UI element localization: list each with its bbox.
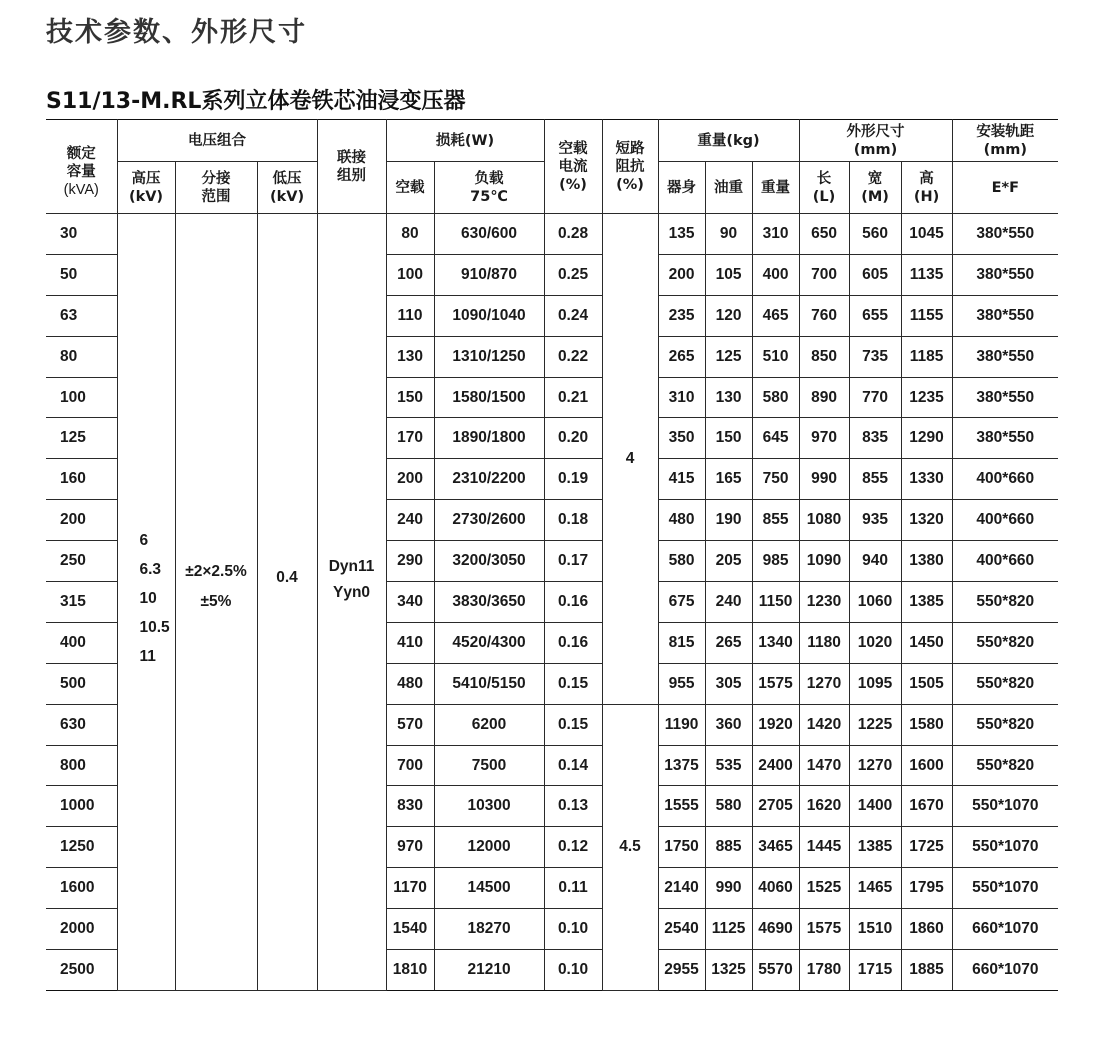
load-loss-cell: 14500: [434, 868, 544, 909]
no-load-loss-cell: 100: [386, 254, 434, 295]
total-weight-cell: 1920: [752, 704, 799, 745]
no-load-current-cell: 0.10: [544, 950, 602, 991]
height-cell: 1380: [901, 541, 952, 582]
height-cell: 1320: [901, 500, 952, 541]
load-loss-cell: 10300: [434, 786, 544, 827]
header-weight: 重量(kg): [658, 120, 799, 162]
total-weight-cell: 400: [752, 254, 799, 295]
load-loss-cell: 7500: [434, 745, 544, 786]
oil-weight-cell: 1125: [705, 909, 752, 950]
rail-gauge-cell: 660*1070: [952, 909, 1058, 950]
rail-gauge-cell: 660*1070: [952, 950, 1058, 991]
header-no-load-loss: 空载: [386, 162, 434, 214]
height-cell: 1330: [901, 459, 952, 500]
capacity-cell: 200: [46, 500, 117, 541]
height-cell: 1860: [901, 909, 952, 950]
body-weight-cell: 1375: [658, 745, 705, 786]
width-cell: 1400: [849, 786, 901, 827]
header-row-1: [46, 120, 1058, 162]
capacity-cell: 1600: [46, 868, 117, 909]
tap-range-value: ±2×2.5%: [185, 563, 247, 580]
no-load-current-cell: 0.11: [544, 868, 602, 909]
no-load-loss-cell: 1540: [386, 909, 434, 950]
width-cell: 1465: [849, 868, 901, 909]
rail-gauge-cell: 380*550: [952, 254, 1058, 295]
height-cell: 1670: [901, 786, 952, 827]
header-rail: 安装轨距 (mm): [952, 120, 1058, 162]
no-load-loss-cell: 130: [386, 336, 434, 377]
oil-weight-cell: 990: [705, 868, 752, 909]
rail-gauge-cell: 550*1070: [952, 827, 1058, 868]
tap-range-cell: [175, 214, 257, 991]
total-weight-cell: 1575: [752, 663, 799, 704]
oil-weight-cell: 240: [705, 582, 752, 623]
width-cell: 1095: [849, 663, 901, 704]
oil-weight-cell: 1325: [705, 950, 752, 991]
height-cell: 1885: [901, 950, 952, 991]
width-cell: 1270: [849, 745, 901, 786]
load-loss-cell: 12000: [434, 827, 544, 868]
no-load-current-cell: 0.28: [544, 214, 602, 255]
header-rail-ef: E*F: [952, 162, 1058, 214]
width-cell: 1385: [849, 827, 901, 868]
body-weight-cell: 200: [658, 254, 705, 295]
rail-gauge-cell: 550*820: [952, 582, 1058, 623]
no-load-loss-cell: 1810: [386, 950, 434, 991]
body-weight-cell: 350: [658, 418, 705, 459]
capacity-cell: 2000: [46, 909, 117, 950]
width-cell: 835: [849, 418, 901, 459]
no-load-current-cell: 0.16: [544, 622, 602, 663]
no-load-current-cell: 0.15: [544, 704, 602, 745]
oil-weight-cell: 360: [705, 704, 752, 745]
header-height: 高 (H): [901, 162, 952, 214]
length-cell: 970: [799, 418, 849, 459]
no-load-loss-cell: 700: [386, 745, 434, 786]
load-loss-cell: 5410/5150: [434, 663, 544, 704]
no-load-current-cell: 0.21: [544, 377, 602, 418]
oil-weight-cell: 190: [705, 500, 752, 541]
capacity-cell: 63: [46, 295, 117, 336]
height-cell: 1235: [901, 377, 952, 418]
header-load-loss: 负载 75℃: [434, 162, 544, 214]
width-cell: 935: [849, 500, 901, 541]
rail-gauge-cell: 550*1070: [952, 868, 1058, 909]
height-cell: 1185: [901, 336, 952, 377]
rail-gauge-cell: 380*550: [952, 214, 1058, 255]
total-weight-cell: 580: [752, 377, 799, 418]
width-cell: 735: [849, 336, 901, 377]
no-load-loss-cell: 340: [386, 582, 434, 623]
header-loss: 损耗(W): [386, 120, 544, 162]
table-row: [46, 214, 1058, 255]
hv-voltage-value: 10: [139, 590, 157, 607]
capacity-cell: 250: [46, 541, 117, 582]
capacity-cell: 125: [46, 418, 117, 459]
no-load-loss-cell: 80: [386, 214, 434, 255]
capacity-cell: 80: [46, 336, 117, 377]
length-cell: 700: [799, 254, 849, 295]
header-hv: 高压 (kV): [117, 162, 175, 214]
header-oil-weight: 油重: [705, 162, 752, 214]
length-cell: 850: [799, 336, 849, 377]
no-load-current-cell: 0.17: [544, 541, 602, 582]
no-load-current-cell: 0.22: [544, 336, 602, 377]
impedance-cell: 4: [602, 214, 658, 705]
no-load-current-cell: 0.13: [544, 786, 602, 827]
length-cell: 1470: [799, 745, 849, 786]
oil-weight-cell: 305: [705, 663, 752, 704]
length-cell: 1620: [799, 786, 849, 827]
total-weight-cell: 750: [752, 459, 799, 500]
no-load-current-cell: 0.16: [544, 582, 602, 623]
hv-voltage-cell: [117, 214, 175, 991]
height-cell: 1600: [901, 745, 952, 786]
no-load-current-cell: 0.20: [544, 418, 602, 459]
no-load-loss-cell: 480: [386, 663, 434, 704]
oil-weight-cell: 205: [705, 541, 752, 582]
length-cell: 1420: [799, 704, 849, 745]
no-load-loss-cell: 410: [386, 622, 434, 663]
no-load-current-cell: 0.14: [544, 745, 602, 786]
length-cell: 1525: [799, 868, 849, 909]
no-load-current-cell: 0.25: [544, 254, 602, 295]
header-tap: 分接 范围: [175, 162, 257, 214]
load-loss-cell: 1890/1800: [434, 418, 544, 459]
width-cell: 655: [849, 295, 901, 336]
length-cell: 1575: [799, 909, 849, 950]
load-loss-cell: 2730/2600: [434, 500, 544, 541]
no-load-loss-cell: 110: [386, 295, 434, 336]
body-weight-cell: 2955: [658, 950, 705, 991]
no-load-loss-cell: 170: [386, 418, 434, 459]
no-load-loss-cell: 150: [386, 377, 434, 418]
body-weight-cell: 815: [658, 622, 705, 663]
connection-group-value: Yyn0: [333, 584, 371, 601]
body-weight-cell: 135: [658, 214, 705, 255]
total-weight-cell: 2705: [752, 786, 799, 827]
oil-weight-cell: 90: [705, 214, 752, 255]
load-loss-cell: 3200/3050: [434, 541, 544, 582]
total-weight-cell: 510: [752, 336, 799, 377]
no-load-current-cell: 0.24: [544, 295, 602, 336]
capacity-cell: 500: [46, 663, 117, 704]
total-weight-cell: 645: [752, 418, 799, 459]
length-cell: 1230: [799, 582, 849, 623]
no-load-loss-cell: 240: [386, 500, 434, 541]
length-cell: 1090: [799, 541, 849, 582]
length-cell: 1780: [799, 950, 849, 991]
height-cell: 1725: [901, 827, 952, 868]
rail-gauge-cell: 550*820: [952, 745, 1058, 786]
length-cell: 990: [799, 459, 849, 500]
body-weight-cell: 1750: [658, 827, 705, 868]
total-weight-cell: 5570: [752, 950, 799, 991]
total-weight-cell: 985: [752, 541, 799, 582]
no-load-current-cell: 0.10: [544, 909, 602, 950]
oil-weight-cell: 150: [705, 418, 752, 459]
rail-gauge-cell: 380*550: [952, 336, 1058, 377]
header-impedance: 短路 阻抗 (%): [602, 120, 658, 214]
rail-gauge-cell: 400*660: [952, 500, 1058, 541]
total-weight-cell: 4690: [752, 909, 799, 950]
length-cell: 760: [799, 295, 849, 336]
rail-gauge-cell: 400*660: [952, 541, 1058, 582]
body-weight-cell: 955: [658, 663, 705, 704]
capacity-cell: 400: [46, 622, 117, 663]
connection-group-value: Dyn11: [328, 558, 375, 575]
capacity-cell: 100: [46, 377, 117, 418]
total-weight-cell: 855: [752, 500, 799, 541]
header-total-weight: 重量: [752, 162, 799, 214]
height-cell: 1795: [901, 868, 952, 909]
load-loss-cell: 1580/1500: [434, 377, 544, 418]
height-cell: 1155: [901, 295, 952, 336]
capacity-cell: 2500: [46, 950, 117, 991]
tap-range-value: ±5%: [200, 593, 232, 610]
load-loss-cell: 2310/2200: [434, 459, 544, 500]
height-cell: 1135: [901, 254, 952, 295]
length-cell: 650: [799, 214, 849, 255]
no-load-loss-cell: 200: [386, 459, 434, 500]
oil-weight-cell: 265: [705, 622, 752, 663]
height-cell: 1045: [901, 214, 952, 255]
impedance-cell: 4.5: [602, 704, 658, 990]
oil-weight-cell: 125: [705, 336, 752, 377]
oil-weight-cell: 885: [705, 827, 752, 868]
body-weight-cell: 480: [658, 500, 705, 541]
header-capacity: 额定 容量 (kVA): [46, 120, 117, 214]
no-load-current-cell: 0.18: [544, 500, 602, 541]
length-cell: 1445: [799, 827, 849, 868]
total-weight-cell: 1150: [752, 582, 799, 623]
width-cell: 560: [849, 214, 901, 255]
load-loss-cell: 3830/3650: [434, 582, 544, 623]
hv-voltage-value: 10.5: [139, 619, 170, 636]
load-loss-cell: 6200: [434, 704, 544, 745]
width-cell: 940: [849, 541, 901, 582]
rail-gauge-cell: 380*550: [952, 377, 1058, 418]
width-cell: 605: [849, 254, 901, 295]
load-loss-cell: 4520/4300: [434, 622, 544, 663]
oil-weight-cell: 120: [705, 295, 752, 336]
load-loss-cell: 1310/1250: [434, 336, 544, 377]
capacity-cell: 630: [46, 704, 117, 745]
lv-voltage-cell: 0.4: [257, 214, 317, 991]
capacity-cell: 1250: [46, 827, 117, 868]
page-title: 技术参数、外形尺寸: [46, 17, 307, 48]
header-dimensions: 外形尺寸 (mm): [799, 120, 952, 162]
height-cell: 1580: [901, 704, 952, 745]
no-load-loss-cell: 830: [386, 786, 434, 827]
capacity-cell: 315: [46, 582, 117, 623]
height-cell: 1290: [901, 418, 952, 459]
height-cell: 1505: [901, 663, 952, 704]
length-cell: 1080: [799, 500, 849, 541]
width-cell: 1060: [849, 582, 901, 623]
body-weight-cell: 1190: [658, 704, 705, 745]
oil-weight-cell: 105: [705, 254, 752, 295]
header-length: 长 (L): [799, 162, 849, 214]
body-weight-cell: 310: [658, 377, 705, 418]
load-loss-cell: 18270: [434, 909, 544, 950]
rail-gauge-cell: 550*820: [952, 704, 1058, 745]
load-loss-cell: 630/600: [434, 214, 544, 255]
total-weight-cell: 3465: [752, 827, 799, 868]
capacity-cell: 30: [46, 214, 117, 255]
no-load-current-cell: 0.15: [544, 663, 602, 704]
header-connection: 联接 组别: [317, 120, 386, 214]
body-weight-cell: 1555: [658, 786, 705, 827]
oil-weight-cell: 580: [705, 786, 752, 827]
load-loss-cell: 910/870: [434, 254, 544, 295]
body-weight-cell: 2540: [658, 909, 705, 950]
header-lv: 低压 (kV): [257, 162, 317, 214]
width-cell: 1510: [849, 909, 901, 950]
body-weight-cell: 675: [658, 582, 705, 623]
oil-weight-cell: 165: [705, 459, 752, 500]
total-weight-cell: 2400: [752, 745, 799, 786]
no-load-loss-cell: 1170: [386, 868, 434, 909]
rail-gauge-cell: 380*550: [952, 418, 1058, 459]
header-voltage-group: 电压组合: [117, 120, 317, 162]
hv-voltage-value: 6.3: [139, 561, 162, 578]
header-no-load-current: 空载 电流 (%): [544, 120, 602, 214]
header-width: 宽 (M): [849, 162, 901, 214]
body-weight-cell: 265: [658, 336, 705, 377]
load-loss-cell: 21210: [434, 950, 544, 991]
table-title: S11/13-M.RL系列立体卷铁芯油浸变压器: [46, 89, 466, 114]
capacity-cell: 800: [46, 745, 117, 786]
load-loss-cell: 1090/1040: [434, 295, 544, 336]
width-cell: 1020: [849, 622, 901, 663]
body-weight-cell: 2140: [658, 868, 705, 909]
total-weight-cell: 465: [752, 295, 799, 336]
width-cell: 1715: [849, 950, 901, 991]
no-load-loss-cell: 570: [386, 704, 434, 745]
rail-gauge-cell: 550*820: [952, 622, 1058, 663]
length-cell: 1180: [799, 622, 849, 663]
body-weight-cell: 415: [658, 459, 705, 500]
no-load-current-cell: 0.12: [544, 827, 602, 868]
spec-table: [46, 119, 1058, 991]
total-weight-cell: 1340: [752, 622, 799, 663]
length-cell: 1270: [799, 663, 849, 704]
no-load-loss-cell: 290: [386, 541, 434, 582]
height-cell: 1385: [901, 582, 952, 623]
total-weight-cell: 4060: [752, 868, 799, 909]
rail-gauge-cell: 550*820: [952, 663, 1058, 704]
body-weight-cell: 580: [658, 541, 705, 582]
rail-gauge-cell: 380*550: [952, 295, 1058, 336]
rail-gauge-cell: 400*660: [952, 459, 1058, 500]
width-cell: 770: [849, 377, 901, 418]
height-cell: 1450: [901, 622, 952, 663]
capacity-cell: 50: [46, 254, 117, 295]
length-cell: 890: [799, 377, 849, 418]
total-weight-cell: 310: [752, 214, 799, 255]
capacity-cell: 1000: [46, 786, 117, 827]
header-body-weight: 器身: [658, 162, 705, 214]
hv-voltage-value: 11: [139, 648, 156, 665]
connection-group-cell: [317, 214, 386, 991]
no-load-current-cell: 0.19: [544, 459, 602, 500]
width-cell: 1225: [849, 704, 901, 745]
body-weight-cell: 235: [658, 295, 705, 336]
width-cell: 855: [849, 459, 901, 500]
no-load-loss-cell: 970: [386, 827, 434, 868]
oil-weight-cell: 535: [705, 745, 752, 786]
rail-gauge-cell: 550*1070: [952, 786, 1058, 827]
spec-table-body: [46, 214, 1058, 991]
hv-voltage-value: 6: [139, 532, 149, 549]
capacity-cell: 160: [46, 459, 117, 500]
oil-weight-cell: 130: [705, 377, 752, 418]
